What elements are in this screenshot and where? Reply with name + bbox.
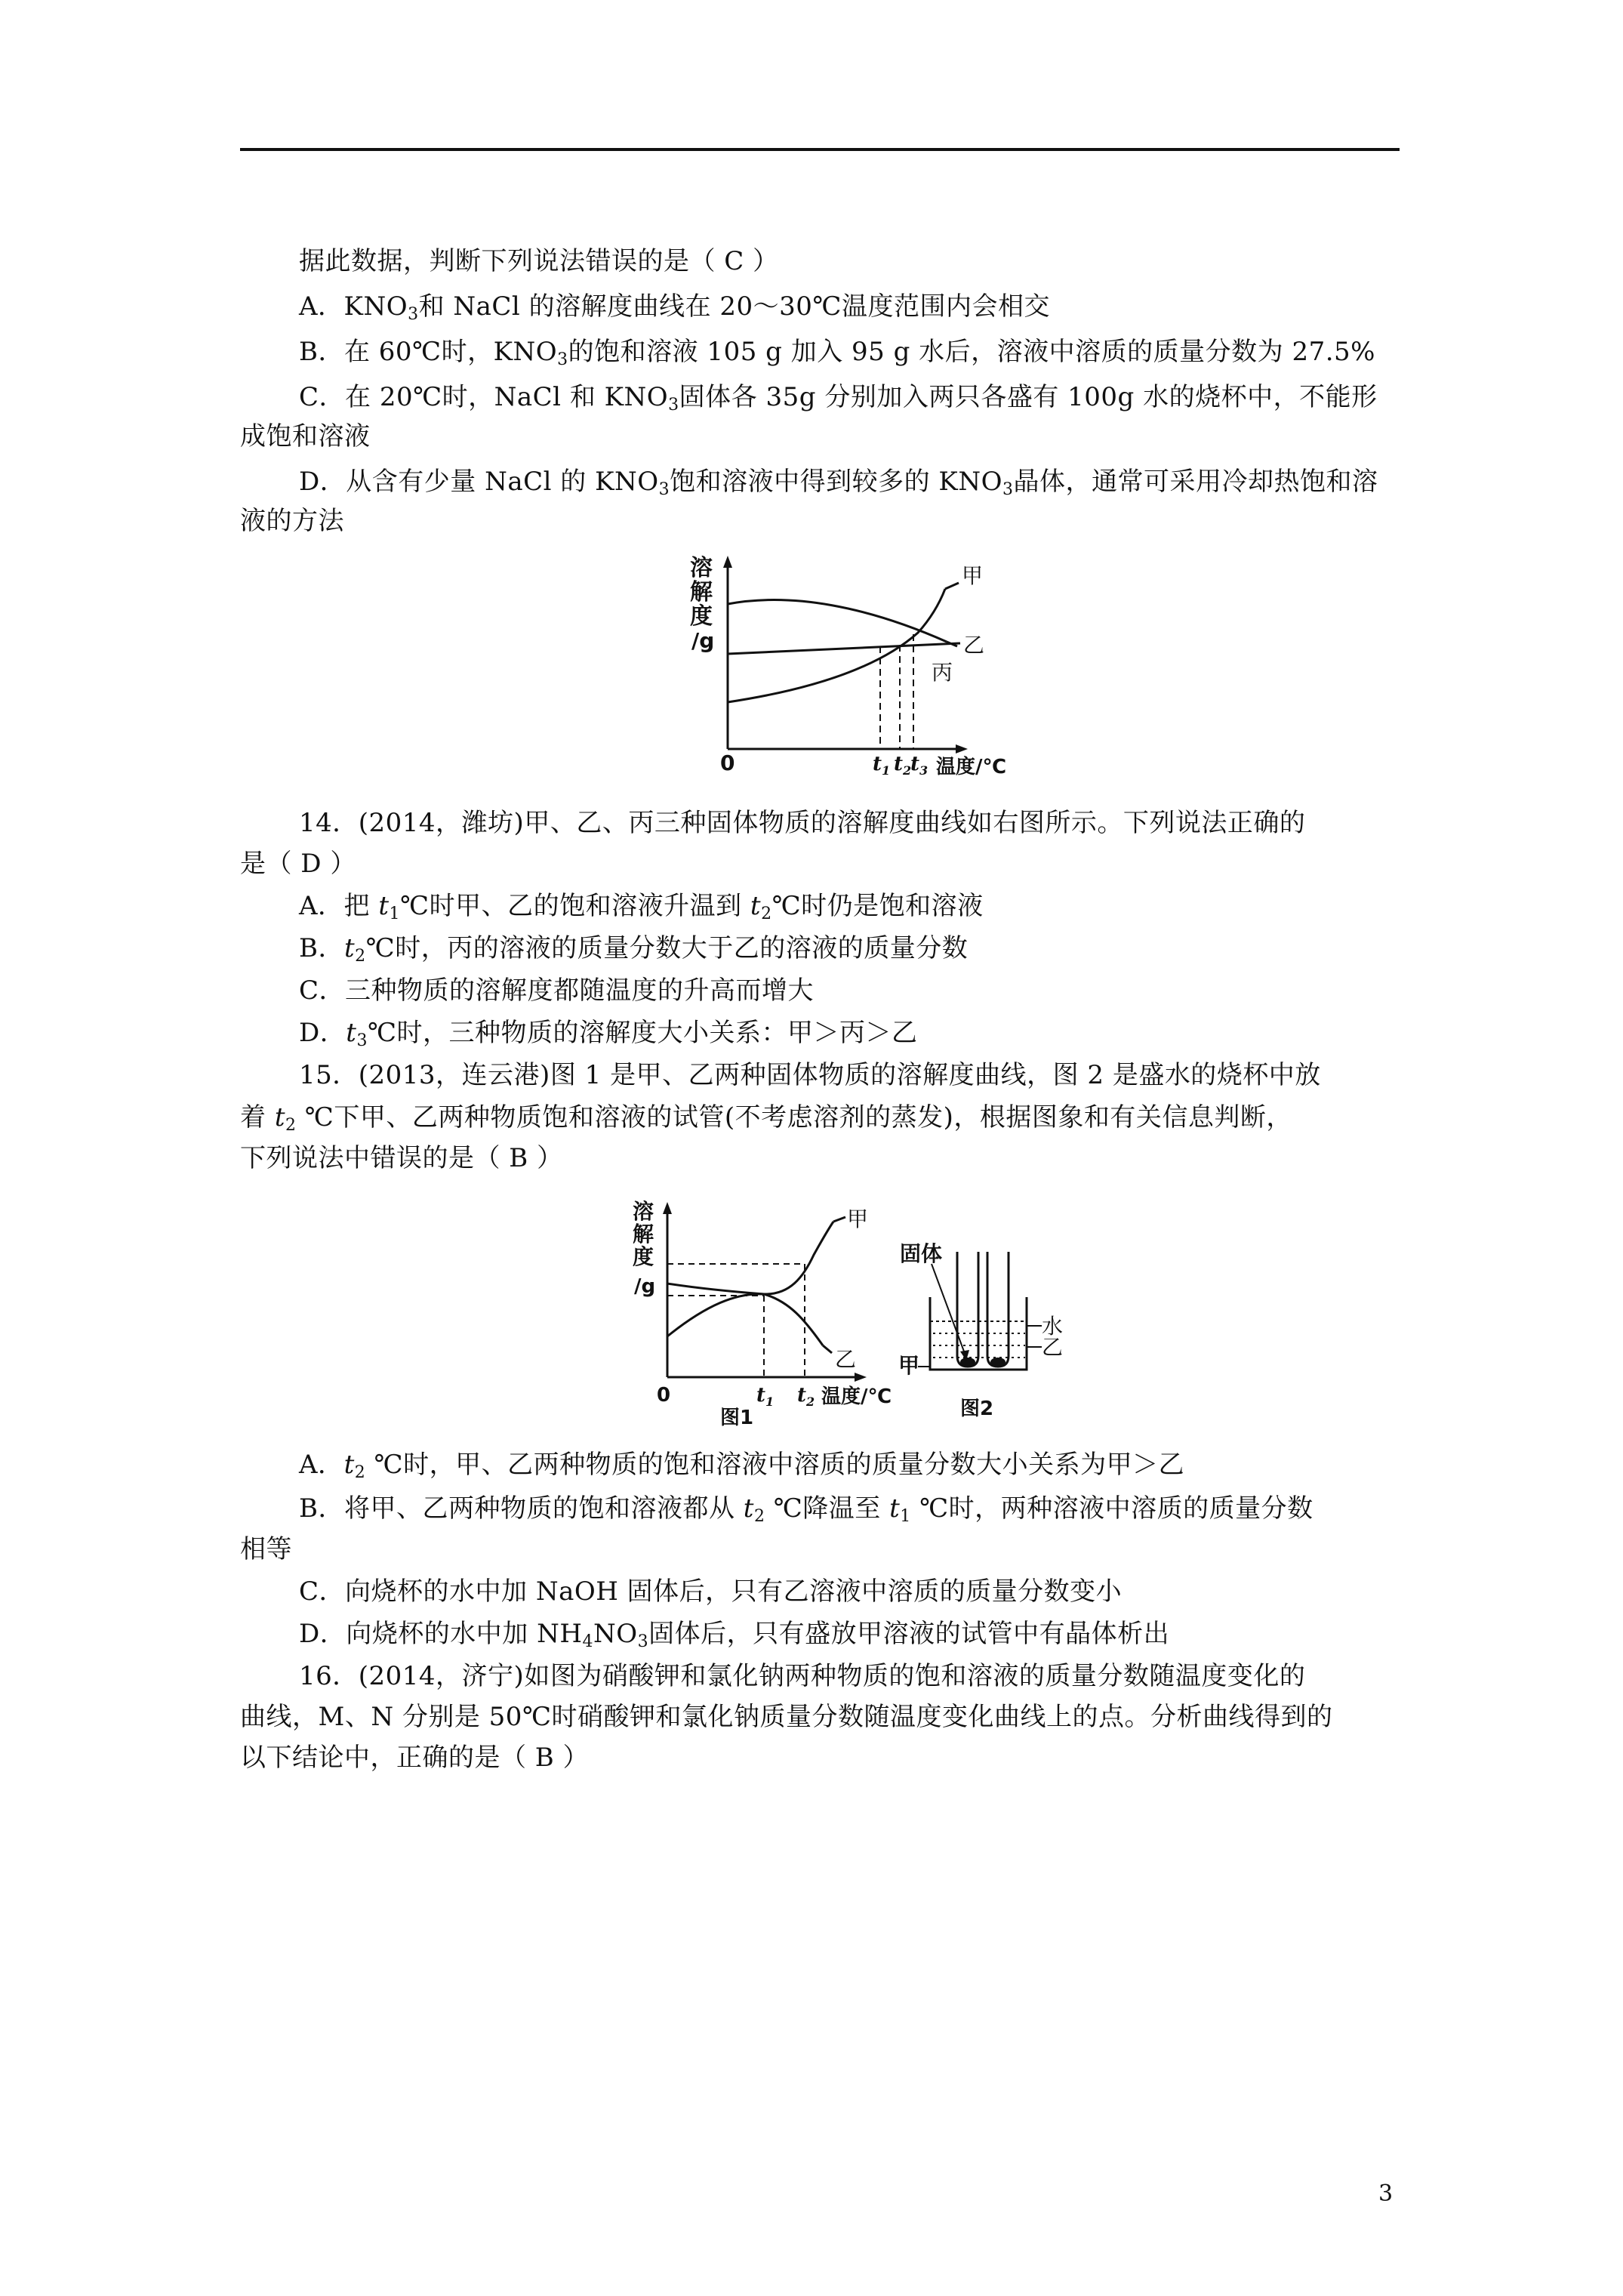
text-run: ℃时，三种物质的溶解度大小关系：甲＞丙＞乙: [367, 1018, 918, 1048]
curve-label-bing: 丙: [932, 660, 953, 685]
q14-option-c: [299, 975, 814, 1006]
q15-option-b: [299, 1493, 1313, 1524]
text-run: C．在 20℃时，NaCl 和 KNO: [299, 382, 669, 412]
text-run: t: [344, 933, 356, 963]
q15-figure-2: [898, 1222, 1079, 1425]
q15-stem-cont-2: [240, 1143, 563, 1173]
text-run: A．把: [299, 891, 379, 921]
text-run: 2: [753, 1507, 765, 1526]
y-label-1: 溶: [690, 555, 713, 581]
text-run: ℃时，甲、乙两种物质的饱和溶液中溶质的质量分数大小关系为甲＞乙: [365, 1450, 1185, 1480]
text-run: ℃下甲、乙两种物质饱和溶液的试管(不考虑溶剂的蒸发)，根据图象和有关信息判断，: [296, 1102, 1292, 1133]
text-run: ℃时，丙的溶液的质量分数大于乙的溶液的质量分数: [365, 933, 969, 963]
text-run: t: [743, 1493, 754, 1524]
q14-option-d: [299, 1018, 917, 1048]
text-run: 2: [354, 1463, 366, 1482]
text-run: 2: [806, 1395, 815, 1409]
text-run: t: [756, 1384, 766, 1407]
y-label-2: 解: [690, 579, 713, 606]
q13-option-a: [299, 291, 1050, 322]
text-run: 3: [919, 763, 929, 778]
text-run: 曲线，M、N 分别是 50℃时硝酸钾和氯化钠质量分数随温度变化曲线上的点。分析曲线得到的: [240, 1702, 1333, 1732]
text-run: t: [873, 753, 882, 775]
y-label-4: /g: [691, 628, 715, 653]
curve-label-jia: 甲: [847, 1207, 869, 1231]
label-jia: 甲: [898, 1353, 920, 1378]
q15-stem: [299, 1060, 1321, 1090]
text-run: 3: [557, 350, 568, 369]
text-run: 3: [658, 480, 670, 499]
text-run: 16．(2014，济宁)如图为硝酸钾和氯化钠两种物质的饱和溶液的质量分数随温度变化的: [299, 1661, 1306, 1691]
curve-label-jia: 甲: [962, 563, 984, 588]
text-run: 2: [903, 763, 912, 778]
text-run: 的饱和溶液 105 g 加入 95 g 水后，溶液中溶质的质量分数为 27.5%: [568, 337, 1375, 367]
curve-jia: [667, 1222, 833, 1336]
text-run: 1: [882, 763, 891, 778]
x-axis-label: 温度/℃: [821, 1385, 892, 1408]
y-axis-arrow: [663, 1202, 672, 1214]
x-axis-arrow: [855, 1373, 867, 1382]
text-run: 固体各 35g 分别加入两只各盛有 100g 水的烧杯中，不能形: [679, 382, 1378, 412]
q15-option-d: [299, 1619, 1169, 1649]
q16-stem-cont: [240, 1702, 1332, 1732]
y-label-1: 溶: [633, 1199, 654, 1224]
figure-caption: 图2: [960, 1398, 994, 1420]
q13-option-b: [299, 337, 1375, 367]
tick-t2: [894, 753, 911, 778]
curve-label-yi: 乙: [963, 633, 985, 658]
text-run: t: [910, 753, 920, 775]
x-axis-arrow: [956, 744, 968, 754]
text-run: 是（ D ）: [240, 849, 356, 879]
text-run: 3: [356, 1031, 368, 1050]
header-rule: [240, 148, 1400, 151]
text-run: NO: [593, 1619, 638, 1649]
text-run: 饱和溶液中得到较多的 KNO: [670, 467, 1002, 497]
q14-option-b: [299, 933, 969, 966]
test-tube-jia: [957, 1252, 978, 1367]
y-label-4: /g: [634, 1275, 656, 1298]
tick-t1: [873, 753, 890, 778]
q13-option-d-cont: [240, 506, 344, 536]
test-tube-yi: [987, 1252, 1009, 1367]
q14-option-a: [299, 891, 984, 921]
q16-stem-cont-2: [240, 1743, 589, 1773]
text-run: t: [889, 1493, 901, 1524]
text-run: D．向烧杯的水中加 NH: [299, 1619, 583, 1649]
text-run: B．将甲、乙两种物质的饱和溶液都从: [299, 1493, 744, 1524]
label-water: 水: [1042, 1314, 1064, 1339]
text-run: 相等: [240, 1534, 292, 1564]
q16-stem: [299, 1661, 1305, 1691]
text-run: 和 NaCl 的溶解度曲线在 20～30℃温度范围内会相交: [418, 291, 1050, 322]
text-run: 以下结论中，正确的是（ B ）: [240, 1743, 590, 1773]
text-run: 2: [761, 905, 772, 923]
text-run: 1: [900, 1507, 911, 1526]
text-run: 下列说法中错误的是（ B ）: [240, 1143, 563, 1173]
text-run: 液的方法: [240, 506, 344, 536]
text-run: 晶体，通常可采用冷却热饱和溶: [1013, 467, 1378, 497]
text-run: t: [378, 891, 390, 921]
text-run: A．KNO: [299, 291, 408, 322]
curve-yi: [667, 1284, 823, 1345]
text-run: t: [274, 1102, 285, 1133]
figure-caption: 图1: [720, 1407, 754, 1429]
tick-t2: [797, 1384, 815, 1409]
leader-jia: [945, 583, 959, 589]
text-run: t: [797, 1384, 807, 1407]
text-run: t: [343, 1450, 355, 1480]
text-run: t: [894, 753, 904, 775]
text-run: ℃时，两种溶液中溶质的质量分数: [910, 1493, 1313, 1524]
text-run: D．从含有少量 NaCl 的 KNO: [299, 467, 659, 497]
text-run: 1: [389, 905, 401, 923]
text-run: ℃时甲、乙的饱和溶液升温到: [400, 891, 750, 921]
q15-figure-1: [624, 1199, 892, 1429]
text-run: 14．(2014，潍坊)甲、乙、丙三种固体物质的溶解度曲线如右图所示。下列说法正确的: [299, 808, 1306, 838]
q13-stem: [299, 246, 779, 276]
text-run: 2: [355, 947, 366, 966]
origin-label: 0: [657, 1384, 671, 1407]
tick-t3: [910, 753, 928, 778]
label-solid: 固体: [900, 1241, 943, 1266]
label-yi: 乙: [1042, 1335, 1064, 1360]
text-run: 3: [668, 396, 679, 415]
q13-option-c-cont: [240, 421, 371, 451]
y-label-3: 度: [690, 603, 713, 630]
solid-crystals-jia: [960, 1358, 975, 1367]
text-run: D．: [299, 1018, 346, 1048]
text-run: 3: [1002, 480, 1014, 499]
q15-option-b-cont: [240, 1534, 292, 1564]
solid-crystals-yi: [990, 1358, 1006, 1367]
q14-solubility-figure: [679, 550, 1027, 790]
text-run: 固体后，只有盛放甲溶液的试管中有晶体析出: [648, 1619, 1170, 1649]
y-label-2: 解: [633, 1222, 654, 1247]
text-run: 成饱和溶液: [240, 421, 371, 451]
q15-stem-cont: [240, 1102, 1292, 1133]
text-run: t: [750, 891, 762, 921]
text-run: 4: [582, 1632, 593, 1651]
text-run: C．向烧杯的水中加 NaOH 固体后，只有乙溶液中溶质的质量分数变小: [299, 1576, 1123, 1607]
leader-jia: [833, 1217, 845, 1222]
q13-option-c: [299, 382, 1378, 415]
text-run: 3: [637, 1632, 649, 1651]
text-run: ℃时仍是饱和溶液: [771, 891, 984, 921]
text-run: C．三种物质的溶解度都随温度的升高而增大: [299, 975, 815, 1006]
curve-yi: [728, 643, 960, 654]
q14-stem: [299, 808, 1305, 838]
text-run: A．: [299, 1450, 344, 1480]
tick-t1: [756, 1384, 774, 1409]
page-number: 3: [1378, 2180, 1394, 2207]
text-run: ℃降温至: [765, 1493, 890, 1524]
x-axis-label: 温度/℃: [936, 756, 1006, 778]
text-run: 据此数据，判断下列说法错误的是（ C ）: [299, 246, 779, 276]
text-run: 15．(2013，连云港)图 1 是甲、乙两种固体物质的溶解度曲线，图 2 是盛水的烧杯中放: [299, 1060, 1321, 1090]
text-run: 3: [408, 305, 419, 324]
text-run: B．: [299, 933, 344, 963]
leader-yi: [823, 1345, 832, 1353]
text-run: t: [346, 1018, 357, 1048]
text-run: 2: [285, 1116, 297, 1135]
y-axis-arrow: [723, 556, 732, 568]
text-run: B．在 60℃时，KNO: [299, 337, 558, 367]
text-run: 着: [240, 1102, 275, 1133]
q15-option-c: [299, 1576, 1122, 1607]
origin-label: 0: [720, 750, 735, 775]
q15-option-a: [299, 1450, 1184, 1480]
y-label-3: 度: [633, 1244, 654, 1269]
q13-option-d: [299, 467, 1378, 497]
curve-label-yi: 乙: [835, 1347, 857, 1372]
q14-stem-cont: [240, 849, 356, 879]
solid-pointer: [932, 1264, 966, 1358]
text-run: 1: [765, 1395, 775, 1409]
